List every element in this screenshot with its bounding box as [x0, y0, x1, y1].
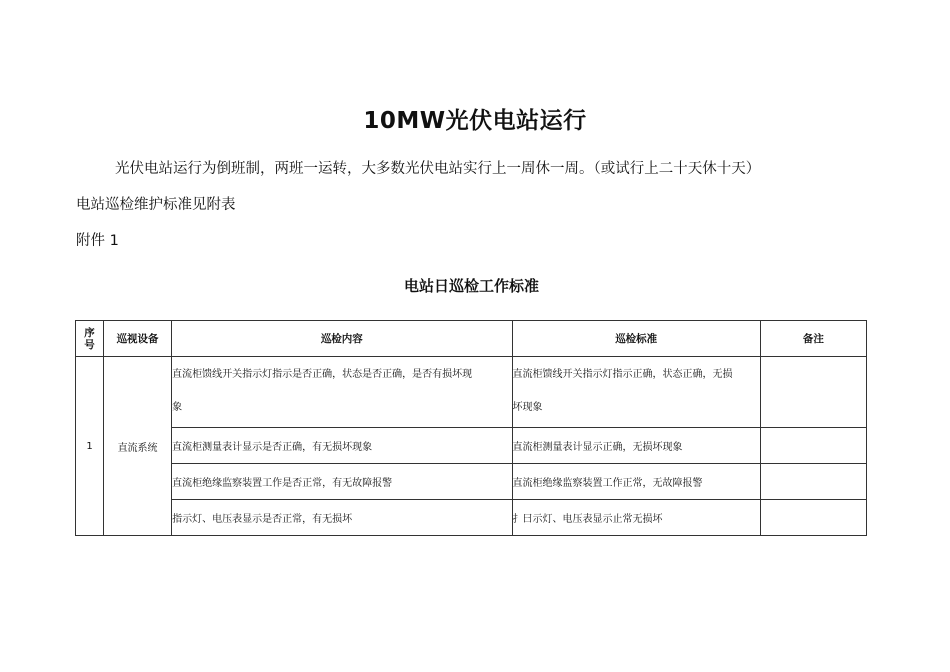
table-row [76, 464, 867, 500]
cell-device: 直流系统 [104, 357, 172, 536]
cell-serial-number: 1 [76, 357, 104, 536]
cell-content: 直流柜测量表计显示是否正确，有无损坏现象 [172, 428, 512, 464]
cell-content: 指示灯、电压表显示是否正常，有无损坏 [172, 500, 512, 536]
cell-standard: 直流柜测量表计显示正确，无损坏现象 [512, 428, 760, 464]
document-title: 10MW光伏电站运行 [363, 108, 587, 134]
cell-standard [512, 357, 760, 428]
cell-standard-line1: 直流柜馈线开关指示灯指示正确，状态正确，无损 [512, 369, 733, 380]
inspection-reference-paragraph: 电站巡检维护标准见附表 [76, 197, 236, 213]
inspection-standard-table [75, 320, 867, 536]
cell-standard: 直流柜绝缘监察装置工作正常，无故障报警 [512, 464, 760, 500]
header-inspection-content: 巡检内容 [172, 321, 512, 357]
cell-note [760, 500, 866, 536]
header-note: 备注 [760, 321, 866, 357]
cell-standard: 扌曰示灯、电压表显示止常无损坏 [512, 500, 760, 536]
table-row [76, 357, 867, 428]
table-header-row [76, 321, 867, 357]
cell-note [760, 428, 866, 464]
table-row [76, 428, 867, 464]
header-serial-number-line2: 号 [84, 338, 95, 351]
cell-content-line1: 直流柜馈线开关指示灯指示是否正确，状态是否正确，是否有损坏现 [172, 369, 473, 380]
shift-description-paragraph: 光伏电站运行为倒班制，两班一运转，大多数光伏电站实行上一周休一周。（或试行上二十天休十天） [115, 161, 761, 177]
cell-content [172, 357, 512, 428]
cell-standard-line2: 坏现象 [512, 402, 543, 413]
cell-content: 直流柜绝缘监察装置工作是否正常，有无故障报警 [172, 464, 512, 500]
cell-note [760, 464, 866, 500]
cell-content-line2: 象 [172, 402, 183, 413]
cell-note [760, 357, 866, 428]
header-device: 巡视设备 [104, 321, 172, 357]
header-serial-number [76, 321, 104, 357]
table-row [76, 500, 867, 536]
header-serial-number-line1: 序 [84, 326, 95, 339]
attachment-label: 附件 1 [76, 233, 119, 249]
header-inspection-standard: 巡检标准 [512, 321, 760, 357]
table-title: 电站日巡检工作标准 [403, 277, 539, 295]
